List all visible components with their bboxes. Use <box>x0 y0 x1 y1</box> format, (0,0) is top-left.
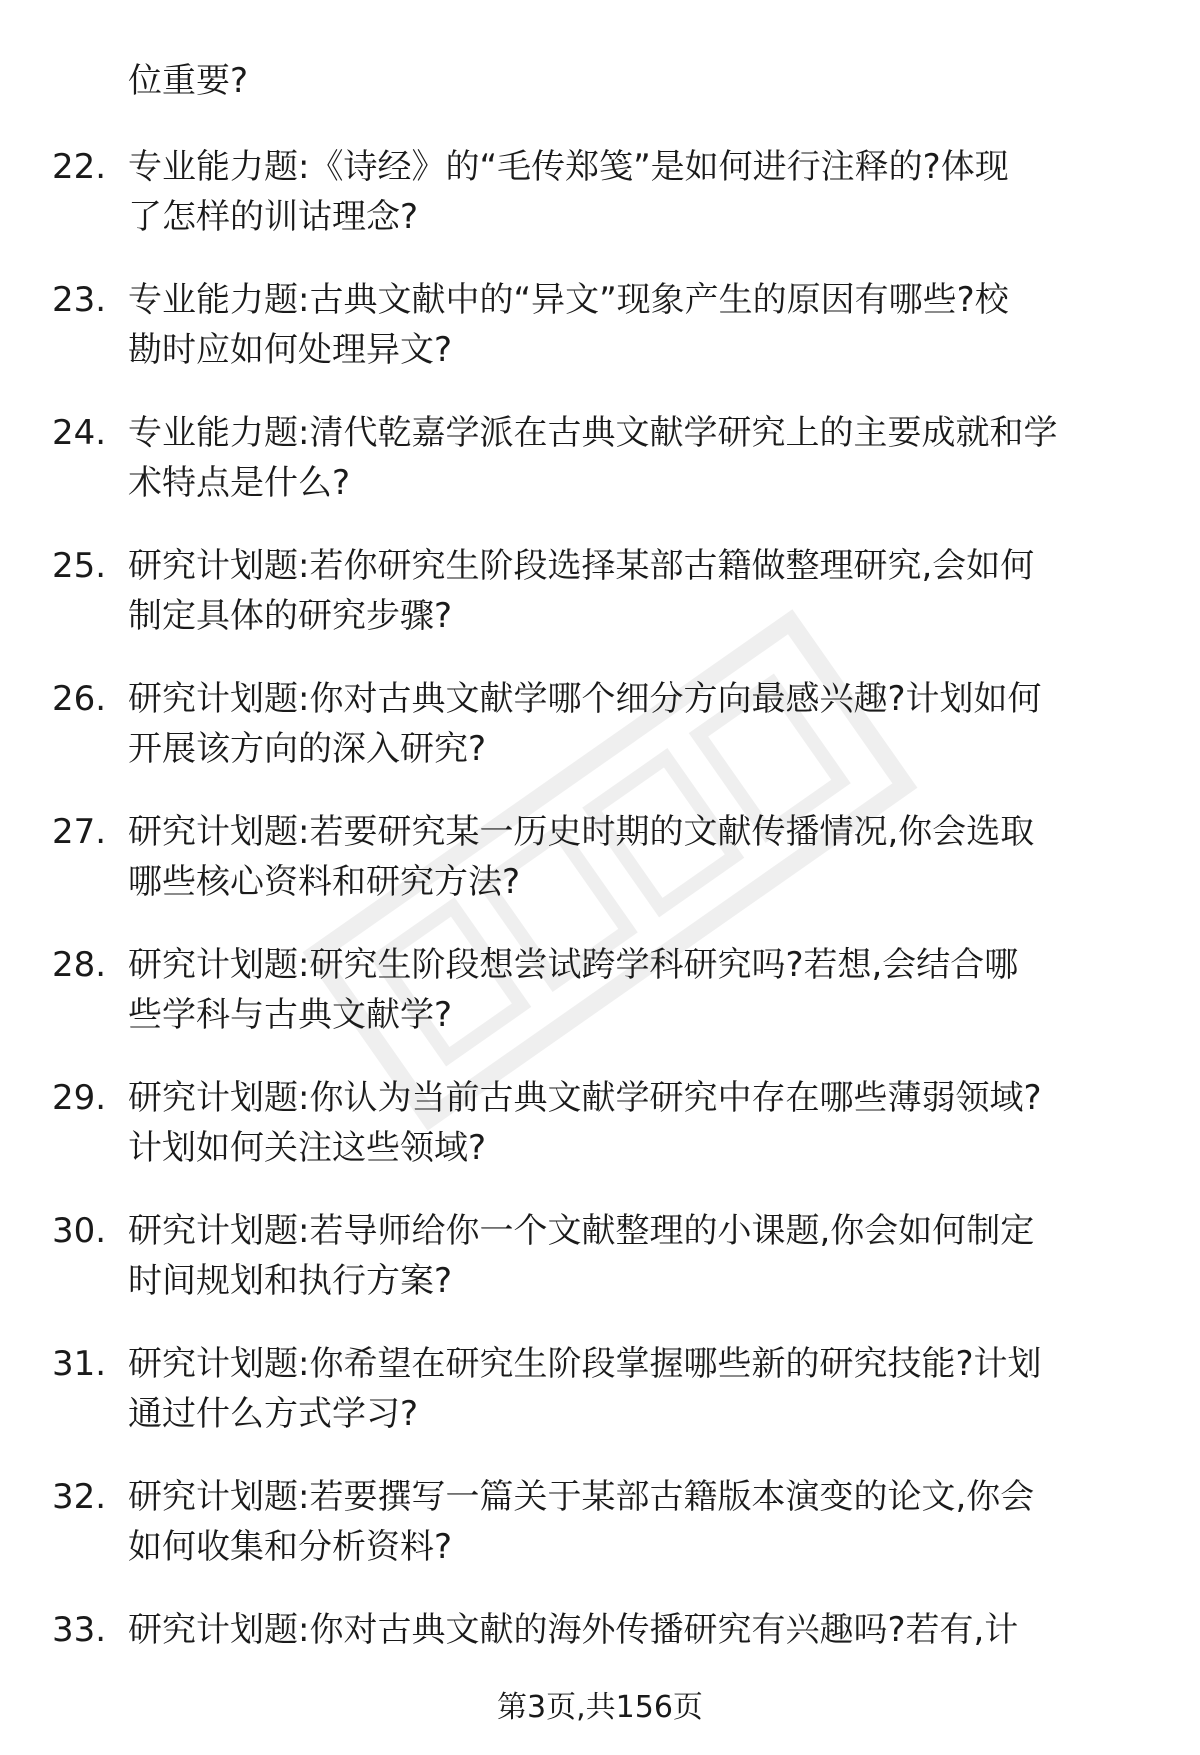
question-text: 研究计划题:你对古典文献学哪个细分方向最感兴趣?计划如何 开展该方向的深入研究? <box>128 679 1042 769</box>
question-number: 25. <box>52 546 107 586</box>
list-item <box>0 1073 1200 1206</box>
question-number: 27. <box>52 812 107 852</box>
list-item <box>0 807 1200 940</box>
question-text: 研究计划题:你认为当前古典文献学研究中存在哪些薄弱领域? 计划如何关注这些领域? <box>128 1078 1042 1168</box>
list-item <box>0 1472 1200 1605</box>
question-text: 专业能力题:《诗经》的“毛传郑笺”是如何进行注释的?体现 了怎样的训诂理念? <box>128 147 1009 237</box>
question-text: 研究计划题:若要撰写一篇关于某部古籍版本演变的论文,你会 如何收集和分析资料? <box>128 1477 1035 1567</box>
list-item <box>0 275 1200 408</box>
list-item <box>0 142 1200 275</box>
list-item <box>0 1339 1200 1472</box>
question-text: 研究计划题:你希望在研究生阶段掌握哪些新的研究技能?计划 通过什么方式学习? <box>128 1344 1042 1434</box>
question-list <box>0 142 1200 1738</box>
question-number: 29. <box>52 1078 107 1118</box>
question-number: 22. <box>52 147 107 187</box>
question-number: 28. <box>52 945 107 985</box>
question-text: 专业能力题:清代乾嘉学派在古典文献学研究上的主要成就和学 术特点是什么? <box>128 413 1058 503</box>
question-number: 24. <box>52 413 107 453</box>
question-number: 32. <box>52 1477 107 1517</box>
question-text: 专业能力题:古典文献中的“异文”现象产生的原因有哪些?校 勘时应如何处理异文? <box>128 280 1009 370</box>
list-item <box>0 408 1200 541</box>
question-text: 研究计划题:若你研究生阶段选择某部古籍做整理研究,会如何 制定具体的研究步骤? <box>128 546 1035 636</box>
question-number: 31. <box>52 1344 107 1384</box>
list-item <box>0 1206 1200 1339</box>
list-item <box>0 541 1200 674</box>
question-text: 研究计划题:若导师给你一个文献整理的小课题,你会如何制定 时间规划和执行方案? <box>128 1211 1035 1301</box>
question-number: 33. <box>52 1610 107 1650</box>
question-text: 研究计划题:研究生阶段想尝试跨学科研究吗?若想,会结合哪 些学科与古典文献学? <box>128 945 1019 1035</box>
continuation-text: 位重要? <box>128 61 249 101</box>
question-number: 26. <box>52 679 107 719</box>
question-text: 研究计划题:若要研究某一历史时期的文献传播情况,你会选取 哪些核心资料和研究方法? <box>128 812 1035 902</box>
list-item <box>0 674 1200 807</box>
question-number: 30. <box>52 1211 107 1251</box>
question-text: 研究计划题:你对古典文献的海外传播研究有兴趣吗?若有,计 <box>128 1610 1019 1650</box>
list-item <box>0 940 1200 1073</box>
question-number: 23. <box>52 280 107 320</box>
page-number-footer: 第3页,共156页 <box>497 1690 703 1725</box>
